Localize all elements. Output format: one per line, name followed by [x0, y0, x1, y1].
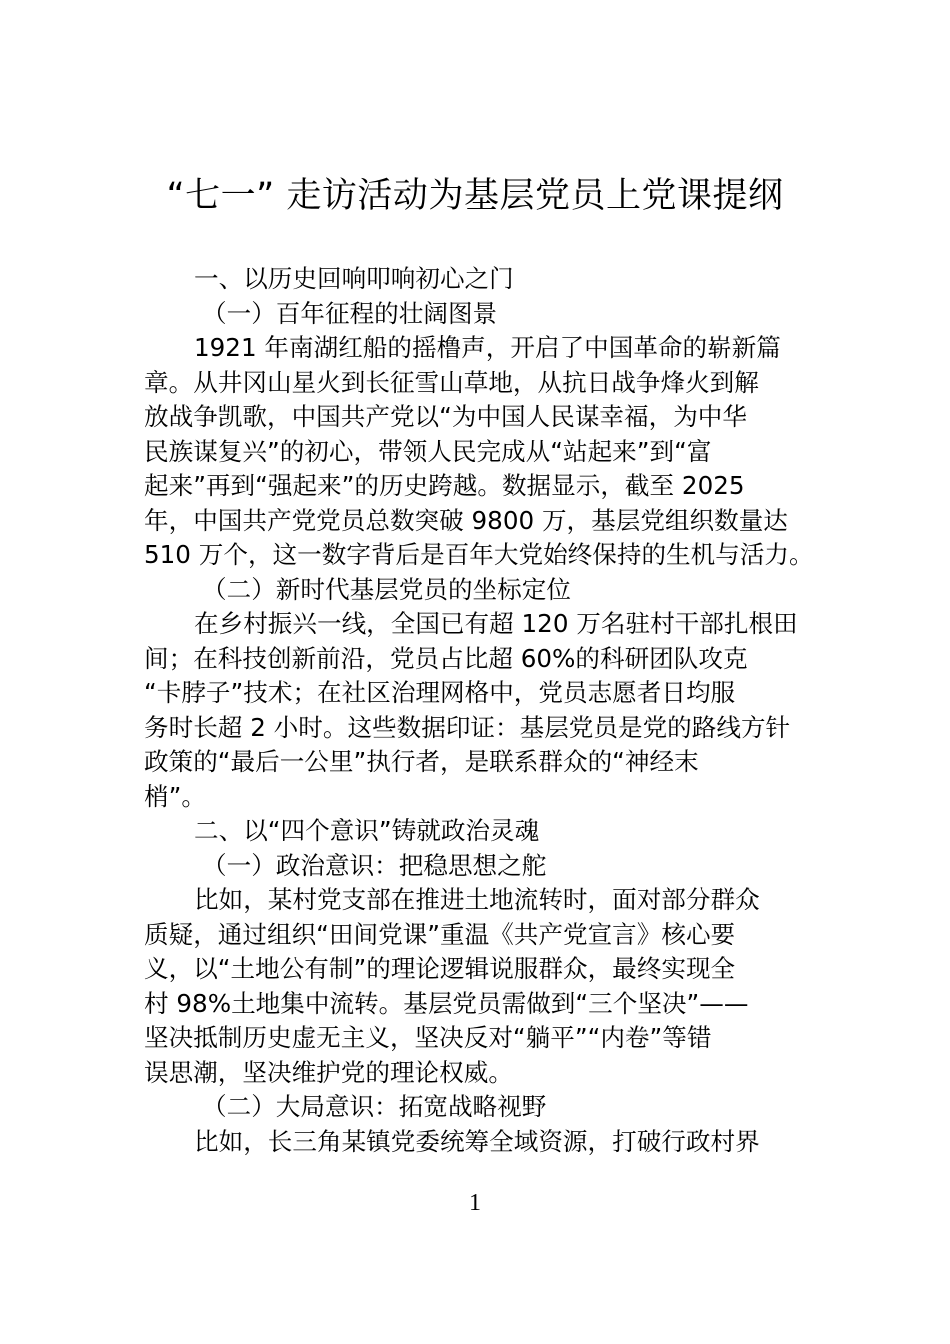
paragraph-line: 坚决抵制历史虚无主义，坚决反对“躺平”“内卷”等错	[144, 1023, 712, 1052]
paragraph-line: 村 98%土地集中流转。基层党员需做到“三个坚决”——	[144, 988, 749, 1018]
paragraph-line: 梢”。	[144, 781, 206, 811]
heading-line: 一、以历史回响叩响初心之门	[194, 264, 514, 293]
paragraph-line: 在乡村振兴一线，全国已有超 120 万名驻村干部扎根田	[194, 609, 798, 638]
paragraph-line: “卡脖子”技术；在社区治理网格中，党员志愿者日均服	[144, 678, 736, 707]
paragraph-line: 比如，某村党支部在推进土地流转时，面对部分群众	[194, 885, 760, 914]
paragraph-line: 510 万个，这一数字背后是百年大党始终保持的生机与活力。	[144, 540, 814, 569]
subheading-line: （二）大局意识：拓宽战略视野	[202, 1092, 547, 1121]
subheading-line: （一）政治意识：把稳思想之舵	[202, 850, 547, 880]
paragraph-line: 起来”再到“强起来”的历史跨越。数据显示，截至 2025	[144, 471, 745, 500]
subheading-line: （二）新时代基层党员的坐标定位	[202, 574, 571, 604]
paragraph-line: 误思潮，坚决维护党的理论权威。	[144, 1057, 513, 1087]
paragraph-line: 比如，长三角某镇党委统筹全域资源，打破行政村界	[194, 1126, 760, 1156]
page-number: 1	[469, 1190, 481, 1216]
document-body	[144, 262, 814, 1159]
paragraph-line: 放战争凯歌，中国共产党以“为中国人民谋幸福，为中华	[144, 402, 747, 431]
paragraph-line: 政策的“最后一公里”执行者，是联系群众的“神经末	[144, 747, 699, 776]
document-title: “七一” 走访活动为基层党员上党课提纲	[166, 176, 784, 216]
paragraph-line: 务时长超 2 小时。这些数据印证：基层党员是党的路线方针	[144, 712, 791, 742]
paragraph-line: 义，以“土地公有制”的理论逻辑说服群众，最终实现全	[144, 954, 736, 983]
paragraph-line: 1921 年南湖红船的摇橹声，开启了中国革命的崭新篇	[194, 333, 781, 362]
subheading-line: （一）百年征程的壮阔图景	[202, 298, 498, 328]
paragraph-line: 章。从井冈山星火到长征雪山草地，从抗日战争烽火到解	[144, 367, 759, 397]
paragraph-line: 民族谋复兴”的初心，带领人民完成从“站起来”到“富	[144, 436, 712, 466]
paragraph-line: 年，中国共产党党员总数突破 9800 万，基层党组织数量达	[144, 505, 788, 535]
heading-line: 二、以“四个意识”铸就政治灵魂	[194, 816, 540, 845]
paragraph-line: 质疑，通过组织“田间党课”重温《共产党宣言》核心要	[144, 919, 736, 949]
paragraph-line: 间；在科技创新前沿，党员占比超 60%的科研团队攻克	[144, 643, 748, 673]
